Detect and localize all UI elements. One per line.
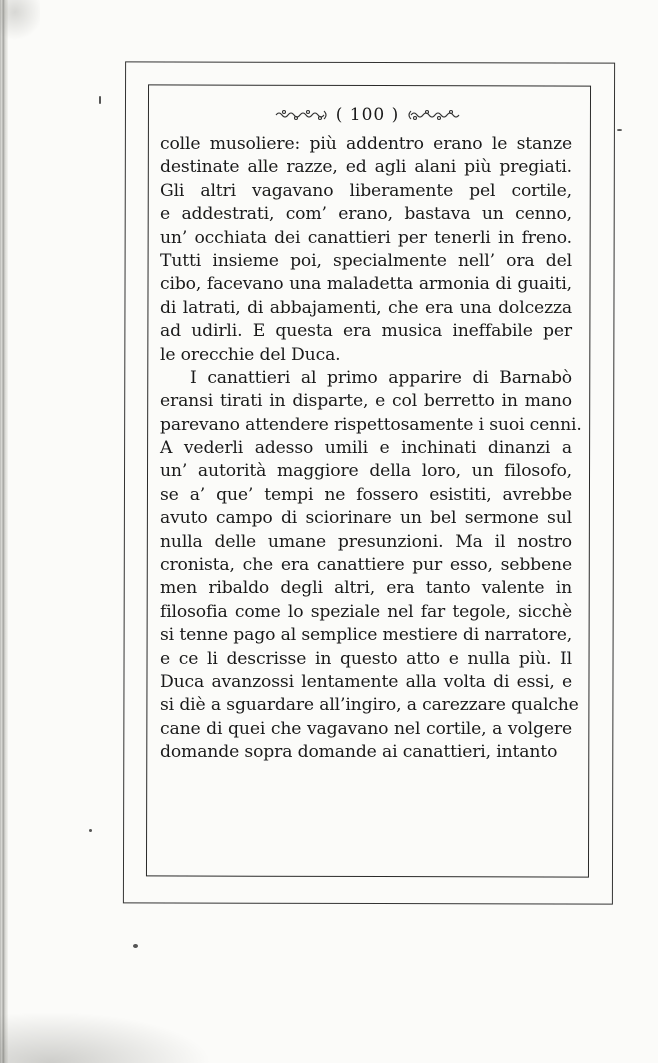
scan-speck <box>617 129 622 131</box>
scan-speck <box>133 944 138 948</box>
text-line: men ribaldo degli altri, era tanto valente in <box>160 578 572 599</box>
text-line: cibo, facevano una maladetta armonia di guaiti, <box>160 274 572 295</box>
floral-ornament-right-icon <box>405 108 461 122</box>
paragraph <box>160 367 582 765</box>
text-line: un’ autorità maggiore della loro, un filosofo, <box>160 461 572 482</box>
text-line: Tutti insieme poi, specialmente nell’ ora del <box>160 250 572 271</box>
text-line: filosofia come lo speziale nel far tegole, sicchè <box>160 601 572 622</box>
text-line: di latrati, di abbajamenti, che era una dolcezza <box>160 297 572 318</box>
body-text <box>160 133 582 765</box>
text-line: cane di quei che vagavano nel cortile, a volgere <box>160 718 572 739</box>
text-line: A vederli adesso umili e inchinati dinanzi a <box>160 438 572 459</box>
text-line: cronista, che era canattiere pur esso, sebbene <box>160 555 572 576</box>
text-line: si tenne pago al semplice mestiere di narratore, <box>160 625 573 646</box>
running-header <box>147 100 588 130</box>
text-line: domande sopra domande ai canattieri, intanto <box>160 742 558 763</box>
text-line: le orecchie del Duca. <box>160 344 341 365</box>
scan-speck <box>99 96 101 104</box>
paragraph <box>160 133 572 367</box>
text-line: eransi tirati in disparte, e col berretto in mano <box>160 391 572 412</box>
text-line: colle musoliere: più addentro erano le stanze <box>160 134 572 154</box>
text-line: e ce li descrisse in questo atto e nulla più. Il <box>160 648 572 669</box>
text-line: Gli altri vagavano liberamente pel cortile, <box>160 180 572 201</box>
text-line: Duca avanzossi lentamente alla volta di essi, e <box>160 671 572 692</box>
text-line: destinate alle razze, ed agli alani più pregiati. <box>160 157 572 178</box>
text-line: se a’ que’ tempi ne fossero esistiti, avrebbe <box>160 484 572 505</box>
scan-speck <box>89 829 92 832</box>
text-line: I canattieri al primo apparire di Barnabò <box>190 367 572 388</box>
scan-smudge <box>0 0 40 40</box>
text-line: nulla delle umane presunzioni. Ma il nostro <box>160 531 572 552</box>
page-number: ( 100 ) <box>335 105 400 125</box>
text-line: parevano attendere rispettosamente i suoi cenni. <box>160 414 582 435</box>
text-line: si diè a sguardare all’ingiro, a carezzare qualche <box>160 695 579 716</box>
text-line: avuto campo di sciorinare un bel sermone sul <box>160 508 572 529</box>
text-line: un’ occhiata dei canattieri per tenerli in freno. <box>160 227 572 248</box>
text-line: e addestrati, com’ erano, bastava un cenno, <box>160 204 572 225</box>
book-binding-edge <box>0 0 8 1063</box>
text-line: ad udirli. E questa era musica ineffabile per <box>160 321 572 342</box>
scan-smudge <box>0 990 280 1063</box>
floral-ornament-left-icon <box>274 108 330 122</box>
